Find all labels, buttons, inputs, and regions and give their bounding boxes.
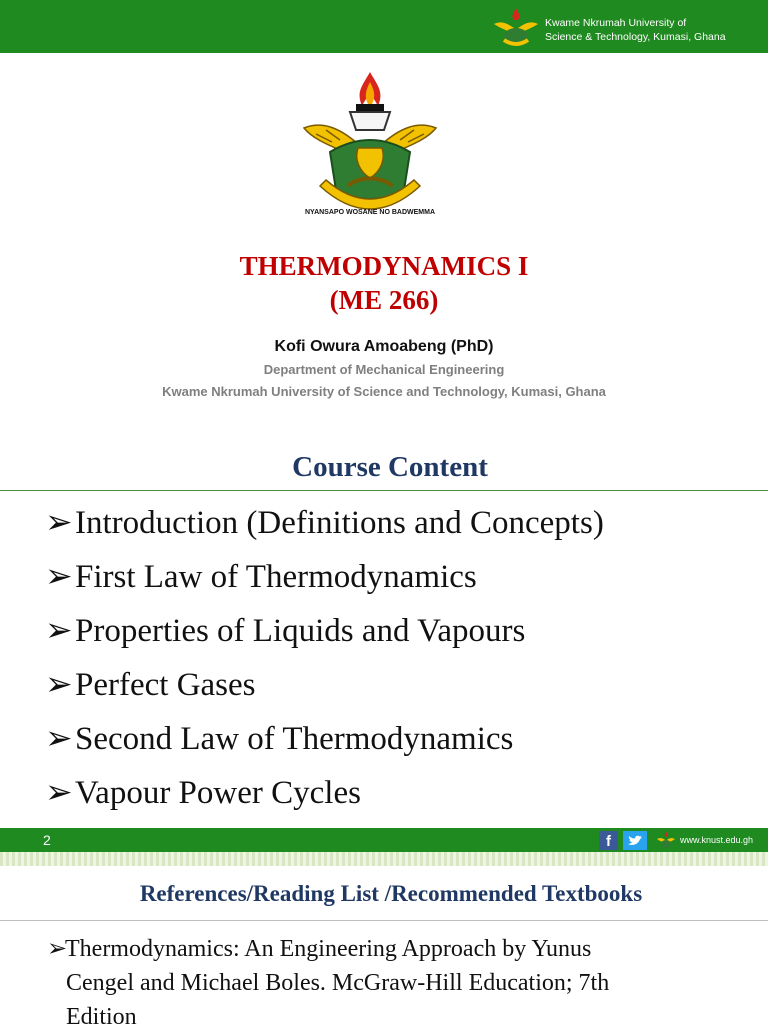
footer-bar (0, 828, 768, 852)
heading-divider (0, 490, 768, 491)
header-university-line1: Kwame Nkrumah University of (545, 17, 687, 29)
list-item (45, 610, 525, 650)
reference-line-1: Thermodynamics: An Engineering Approach by Yunus (65, 936, 592, 962)
list-item-text: Perfect Gases (75, 667, 256, 703)
author-name: Kofi Owura Amoabeng (PhD) (274, 338, 494, 355)
arrowhead-bullet-icon: ➢ (45, 667, 73, 703)
reference-line-2: Cengel and Michael Boles. McGraw-Hill Education; 7th (66, 970, 610, 996)
knust-crest-icon (296, 68, 444, 228)
course-code: (ME 266) (329, 285, 439, 315)
website-link[interactable]: www.knust.edu.gh (680, 835, 754, 845)
list-item-text: Introduction (Definitions and Concepts) (75, 505, 604, 541)
knust-crest-mini-icon (492, 6, 540, 48)
course-title: THERMODYNAMICS I (239, 251, 529, 281)
page-number: 2 (43, 832, 51, 848)
knust-crest-tiny-icon (656, 830, 676, 850)
header-university-line2: Science & Technology, Kumasi, Ghana (545, 31, 726, 43)
arrowhead-bullet-icon: ➢ (45, 613, 73, 649)
reference-item (47, 932, 737, 1034)
arrowhead-bullet-icon: ➢ (45, 721, 73, 757)
department-name: Department of Mechanical Engineering (263, 362, 505, 377)
list-item (45, 556, 477, 596)
course-content-heading: Course Content (292, 451, 488, 483)
header-bar (0, 0, 768, 53)
arrowhead-bullet-icon: ➢ (45, 505, 73, 541)
references-heading: References/Reading List /Recommended Textbooks (139, 881, 643, 906)
list-item (45, 502, 604, 542)
list-item-text: Vapour Power Cycles (75, 775, 361, 811)
crest-motto: NYANSAPO WOSANE NO BADWEMMA (304, 209, 436, 216)
list-item-text: Second Law of Thermodynamics (75, 721, 514, 757)
header-university-text (545, 16, 726, 44)
reference-line-3: Edition (66, 1004, 137, 1030)
university-name: Kwame Nkrumah University of Science and Technology, Kumasi, Ghana (162, 384, 606, 399)
list-item (45, 664, 256, 704)
arrowhead-bullet-icon: ➢ (47, 936, 68, 962)
list-item-text: First Law of Thermodynamics (75, 559, 477, 595)
arrowhead-bullet-icon: ➢ (45, 559, 73, 595)
twitter-icon[interactable] (623, 831, 647, 850)
facebook-icon[interactable]: f (599, 831, 618, 850)
list-item (45, 718, 513, 758)
references-divider (0, 920, 768, 921)
list-item (45, 772, 361, 812)
list-item-text: Properties of Liquids and Vapours (75, 613, 526, 649)
arrowhead-bullet-icon: ➢ (45, 775, 73, 811)
slide-separator-stripe (0, 852, 768, 866)
